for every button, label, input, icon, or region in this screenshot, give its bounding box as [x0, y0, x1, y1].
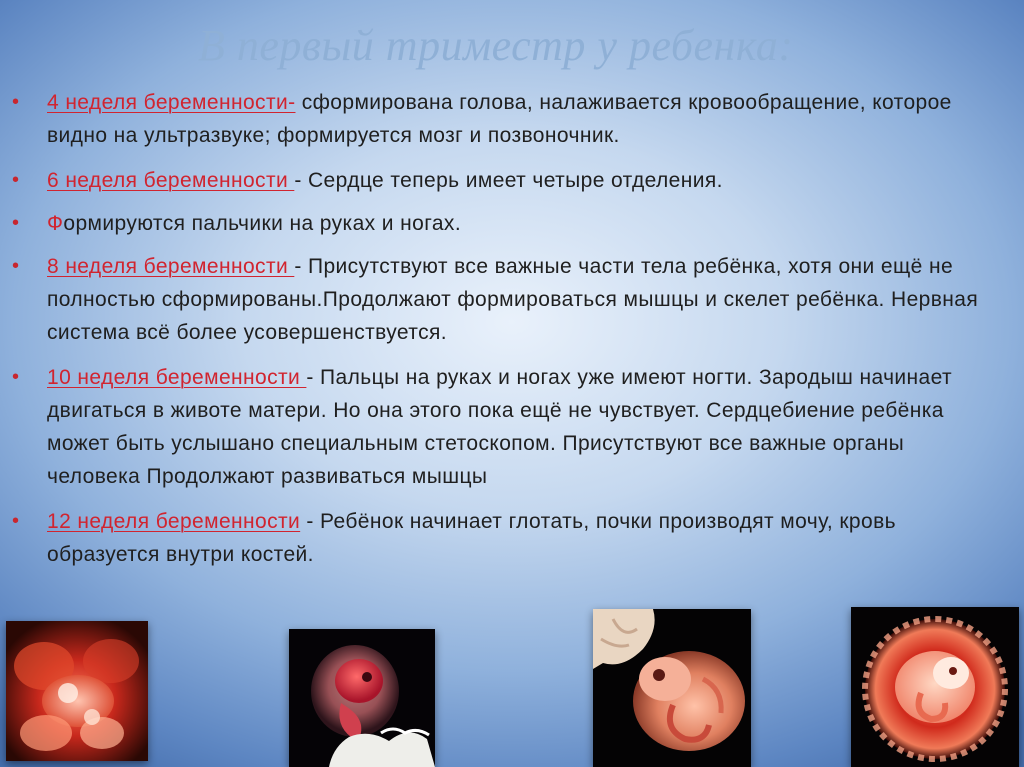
week-label: 8 неделя беременности [47, 255, 295, 278]
list-item [12, 250, 997, 349]
bullet-icon: • [12, 255, 20, 277]
embryo-photo-3-icon [593, 609, 751, 767]
item-text: ормируются пальчики на руках и ногах. [63, 212, 462, 235]
item-text: сформирована голова, налаживается кровообращение, которое видно на ультразвуке; формируется мозг и позвоночник. [47, 91, 952, 147]
embryo-photo-3 [593, 609, 751, 767]
embryo-photo-1-icon [6, 621, 148, 761]
slide-title: В первый триместр у ребенка: [198, 21, 794, 70]
bullet-icon: • [12, 169, 20, 191]
bullet-icon: • [12, 212, 20, 234]
bullet-list [12, 86, 997, 583]
list-item [12, 164, 997, 197]
week-label: 12 неделя беременности [47, 510, 301, 533]
embryo-photo-4-icon [851, 607, 1019, 767]
week-label: 6 неделя беременности [47, 169, 295, 192]
item-text: - Ребёнок начинает глотать, почки производят мочу, кровь образуется внутри костей. [47, 510, 896, 566]
embryo-photo-2-icon [289, 629, 435, 767]
week-label: 4 неделя беременности- [47, 91, 296, 114]
first-letter: Ф [47, 212, 64, 235]
week-label: 10 неделя беременности [47, 366, 307, 389]
embryo-photo-2 [289, 629, 435, 767]
list-item [12, 207, 997, 240]
embryo-photo-1 [6, 621, 148, 761]
bullet-icon: • [12, 91, 20, 113]
list-item [12, 361, 997, 493]
list-item [12, 505, 997, 571]
item-text: - Присутствуют все важные части тела ребёнка, хотя они ещё не полностью сформированы.Продолжают формироваться мышцы и скелет ребёнка. Нервная система всё более усовершенствуется. [47, 255, 979, 344]
item-text: - Пальцы на руках и ногах уже имеют ногти. Зародыш начинает двигаться в животе матери. Но она этого пока ещё не чувствует. Сердцебиение ребёнка может быть услышано специальным стетоскопом. Присутствуют все важные органы человека Продолжают развиваться мышцы [47, 366, 953, 488]
embryo-photo-4 [851, 607, 1019, 767]
list-item [12, 86, 997, 152]
item-text: - Сердце теперь имеет четыре отделения. [294, 169, 723, 192]
bullet-icon: • [12, 510, 20, 532]
bullet-icon: • [12, 366, 20, 388]
